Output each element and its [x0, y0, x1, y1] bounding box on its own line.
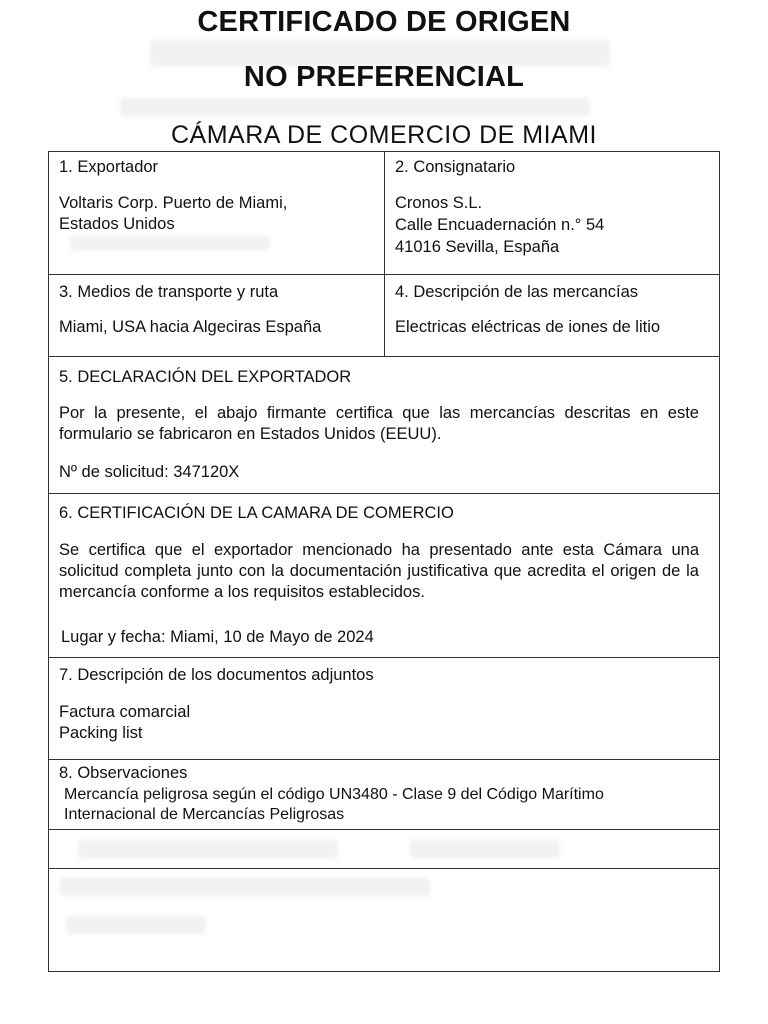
attached-document: Factura comarcial — [59, 703, 191, 721]
issuer-name: CÁMARA DE COMERCIO DE MIAMI — [170, 121, 598, 149]
transport-value: Miami, USA hacia Algeciras España — [59, 318, 322, 336]
observations-line: Mercancía peligrosa según el código UN3480 - Clase 9 del Código Marítimo — [64, 786, 604, 803]
goods-description-value: Electricas eléctricas de iones de litio — [395, 318, 661, 336]
chamber-certification-text: Se certifica que el exportador mencionado ha presentado ante esta Cámara una solicitud completa junto con la documentación justificativa que acredita el origen de la mercancía conforme a los requisitos establecidos. — [59, 541, 699, 601]
request-number: Nº de solicitud: 347120X — [59, 463, 240, 481]
form-divider — [49, 829, 719, 830]
certificate-title: CERTIFICADO DE ORIGEN — [197, 6, 571, 38]
attached-documents-label: 7. Descripción de los documentos adjuntos — [59, 666, 374, 684]
consignee-label: 2. Consignatario — [395, 158, 516, 176]
form-divider — [49, 868, 719, 869]
form-column-divider — [384, 152, 385, 356]
observations-line: Internacional de Mercancías Peligrosas — [64, 806, 345, 823]
form-divider — [49, 657, 719, 658]
observations-label: 8. Observaciones — [59, 764, 188, 782]
background-ghost — [120, 98, 590, 116]
certificate-form — [48, 151, 720, 972]
consignee-line: 41016 Sevilla, España — [395, 238, 560, 256]
certificate-subtitle: NO PREFERENCIAL — [243, 61, 525, 93]
exporter-label: 1. Exportador — [59, 158, 159, 176]
consignee-line: Calle Encuadernación n.° 54 — [395, 216, 605, 234]
transport-label: 3. Medios de transporte y ruta — [59, 283, 279, 301]
exporter-declaration-text: Por la presente, el abajo firmante certifica que las mercancías descritas en este formulario se fabricaron en Estados Unidos (EEUU). — [59, 404, 699, 443]
goods-description-label: 4. Descripción de las mercancías — [395, 283, 639, 301]
place-and-date: Lugar y fecha: Miami, 10 de Mayo de 2024 — [61, 628, 374, 646]
exporter-line: Voltaris Corp. Puerto de Miami, — [59, 194, 288, 212]
chamber-certification-label: 6. CERTIFICACIÓN DE LA CAMARA DE COMERCIO — [59, 504, 454, 522]
form-divider — [49, 759, 719, 760]
form-divider — [49, 493, 719, 494]
form-divider — [49, 356, 719, 357]
consignee-line: Cronos S.L. — [395, 194, 483, 212]
exporter-line: Estados Unidos — [59, 215, 175, 233]
exporter-declaration-label: 5. DECLARACIÓN DEL EXPORTADOR — [59, 368, 352, 386]
attached-document: Packing list — [59, 724, 143, 742]
